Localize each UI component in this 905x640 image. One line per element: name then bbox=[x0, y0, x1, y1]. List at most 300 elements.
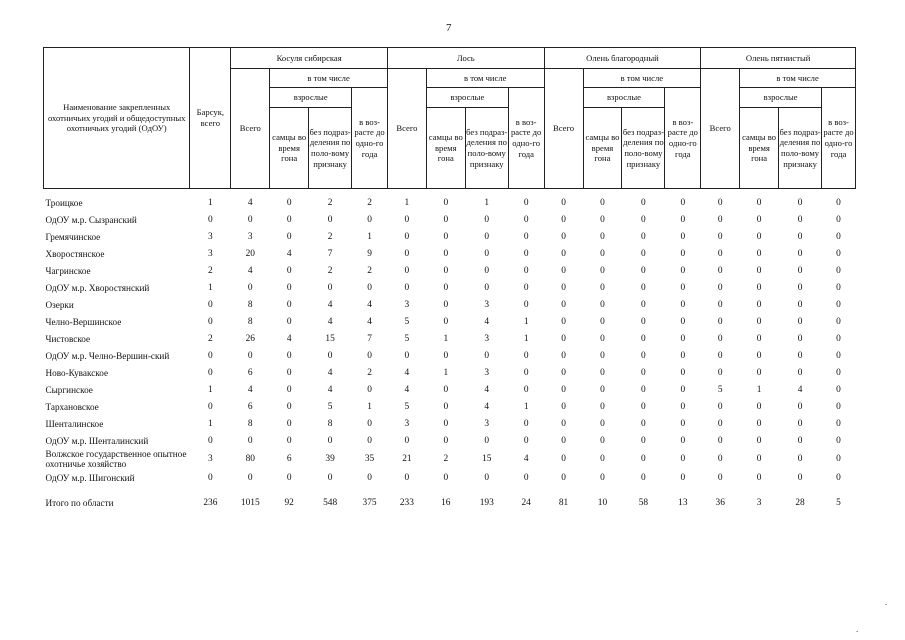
table-cell: 0 bbox=[600, 350, 605, 361]
young-header: в воз-расте до одно-го года bbox=[352, 88, 388, 189]
table-cell: 3 bbox=[484, 299, 490, 310]
table-cell: 0 bbox=[247, 350, 253, 361]
table-cell: 0 bbox=[756, 367, 762, 378]
table-cell: 0 bbox=[600, 333, 605, 344]
table-cell: 9 bbox=[367, 248, 372, 259]
table-cell: 0 bbox=[484, 214, 490, 225]
table-cell: 0 bbox=[561, 472, 566, 483]
table-cell: 0 bbox=[561, 299, 566, 310]
table-cell: 0 bbox=[717, 350, 723, 361]
table-cell: 0 bbox=[797, 350, 803, 361]
table-cell: 5 bbox=[404, 401, 410, 412]
table-cell: 3 bbox=[404, 299, 410, 310]
table-cell: 4 bbox=[367, 316, 372, 327]
table-cell: 0 bbox=[443, 418, 449, 429]
table-cell: 0 bbox=[756, 214, 762, 225]
table-cell: 0 bbox=[836, 350, 841, 361]
table-cell: 0 bbox=[756, 282, 762, 293]
table-cell: 0 bbox=[404, 472, 410, 483]
table-cell: 4 bbox=[286, 333, 292, 344]
males-header: самцы во время гона bbox=[583, 108, 622, 189]
table-cell: 0 bbox=[286, 384, 292, 395]
table-cell: 0 bbox=[641, 265, 646, 276]
table-cell: 1 bbox=[756, 384, 762, 395]
table-cell: 2 bbox=[327, 231, 333, 242]
table-cell: 10 bbox=[597, 497, 608, 508]
table-cell: 0 bbox=[641, 282, 646, 293]
table-cell: 0 bbox=[641, 299, 646, 310]
row-name: Тархановское bbox=[45, 401, 99, 412]
table-cell: 0 bbox=[600, 265, 605, 276]
adults-header: взрослые bbox=[740, 88, 822, 108]
table-cell: 0 bbox=[680, 299, 686, 310]
table-cell: 0 bbox=[443, 231, 449, 242]
table-cell: 0 bbox=[484, 265, 490, 276]
table-cell: 1 bbox=[367, 401, 372, 412]
table-cell: 21 bbox=[402, 454, 412, 464]
table-cell: 0 bbox=[561, 418, 566, 429]
table-cell: 1 bbox=[208, 418, 213, 429]
table-cell: 0 bbox=[641, 384, 646, 395]
table-cell: 0 bbox=[836, 401, 841, 412]
table-cell: 1 bbox=[208, 384, 213, 395]
table-cell: 233 bbox=[399, 497, 414, 508]
table-cell: 1 bbox=[523, 401, 529, 412]
table-cell: 0 bbox=[443, 265, 449, 276]
table-cell: 0 bbox=[523, 265, 529, 276]
scan-mark: . bbox=[885, 597, 888, 607]
table-cell: 0 bbox=[756, 197, 762, 208]
table-cell: 81 bbox=[558, 497, 569, 508]
table-cell: 0 bbox=[836, 316, 841, 327]
table-cell: 0 bbox=[561, 316, 566, 327]
table-cell: 0 bbox=[443, 472, 449, 483]
table-cell: 0 bbox=[717, 367, 723, 378]
table-cell: 0 bbox=[286, 299, 292, 310]
row-name: Чистовское bbox=[45, 333, 91, 344]
table-cell: 3 bbox=[208, 454, 213, 464]
table-cell: 0 bbox=[756, 435, 762, 446]
table-cell: 6 bbox=[247, 401, 253, 412]
table-cell: 0 bbox=[286, 197, 292, 208]
table-cell: 0 bbox=[756, 265, 762, 276]
table-cell: 0 bbox=[443, 435, 449, 446]
table-row bbox=[44, 364, 856, 381]
table-cell: 1 bbox=[443, 367, 449, 378]
table-cell: 0 bbox=[523, 248, 529, 259]
table-cell: 236 bbox=[203, 497, 218, 508]
table-cell: 0 bbox=[523, 418, 529, 429]
table-cell: 0 bbox=[208, 316, 213, 327]
table-cell: 0 bbox=[247, 214, 253, 225]
including-header: в том числе bbox=[426, 69, 544, 88]
table-cell: 1 bbox=[523, 316, 529, 327]
adults-header: взрослые bbox=[583, 88, 665, 108]
table-cell: 0 bbox=[561, 333, 566, 344]
table-cell: 0 bbox=[680, 197, 686, 208]
table-cell: 8 bbox=[247, 418, 253, 429]
table-cell: 0 bbox=[404, 265, 410, 276]
table-cell: 0 bbox=[797, 231, 803, 242]
row-name: Троицкое bbox=[45, 197, 83, 208]
table-cell: 0 bbox=[797, 454, 803, 464]
table-cell: 0 bbox=[484, 231, 490, 242]
table-cell: 0 bbox=[367, 282, 372, 293]
table-cell: 0 bbox=[641, 472, 646, 483]
table-cell: 0 bbox=[836, 299, 841, 310]
table-cell: 7 bbox=[327, 248, 333, 259]
table-cell: 0 bbox=[680, 248, 686, 259]
table-cell: 0 bbox=[367, 472, 372, 483]
table-cell: 0 bbox=[600, 316, 605, 327]
table-cell: 0 bbox=[327, 350, 333, 361]
table-cell: 0 bbox=[717, 472, 723, 483]
table-cell: 80 bbox=[245, 454, 255, 464]
table-cell: 0 bbox=[797, 333, 803, 344]
table-cell: 0 bbox=[756, 231, 762, 242]
table-cell: 0 bbox=[484, 248, 490, 259]
row-name: ОдОУ м.р. Челно-Вершин-ский bbox=[45, 350, 170, 361]
including-header: в том числе bbox=[740, 69, 856, 88]
table-cell: 0 bbox=[836, 282, 841, 293]
table-cell: 92 bbox=[284, 497, 294, 508]
table-cell: 2 bbox=[208, 333, 213, 344]
table-cell: 5 bbox=[836, 497, 841, 508]
table-cell: 0 bbox=[680, 367, 686, 378]
table-cell: 193 bbox=[479, 497, 494, 508]
table-cell: 4 bbox=[404, 367, 410, 378]
table-cell: 0 bbox=[756, 454, 762, 464]
species-header-roe-deer: Косуля сибирская bbox=[231, 48, 388, 69]
table-cell: 4 bbox=[484, 316, 490, 327]
table-cell: 0 bbox=[836, 435, 841, 446]
table-cell: 0 bbox=[717, 197, 723, 208]
total-header: Всего bbox=[231, 69, 270, 189]
table-row bbox=[44, 211, 856, 228]
page-number: 7 bbox=[446, 22, 452, 34]
table-cell: 0 bbox=[797, 418, 803, 429]
table-cell: 0 bbox=[443, 350, 449, 361]
table-cell: 0 bbox=[641, 401, 646, 412]
table-cell: 0 bbox=[523, 282, 529, 293]
table-cell: 0 bbox=[717, 248, 723, 259]
table-cell: 0 bbox=[443, 316, 449, 327]
table-cell: 13 bbox=[678, 497, 688, 508]
row-name: Гремячинское bbox=[45, 231, 101, 242]
table-cell: 28 bbox=[795, 497, 805, 508]
table-cell: 39 bbox=[325, 454, 335, 464]
table-cell: 1 bbox=[404, 197, 410, 208]
table-cell: 0 bbox=[208, 350, 213, 361]
table-cell: 0 bbox=[600, 248, 605, 259]
table-cell: 4 bbox=[797, 384, 803, 395]
table-cell: 26 bbox=[245, 333, 255, 344]
table-cell: 7 bbox=[367, 333, 372, 344]
table-cell: 0 bbox=[797, 316, 803, 327]
table-cell: 0 bbox=[756, 418, 762, 429]
table-cell: 3 bbox=[208, 231, 213, 242]
name-column-header: Наименование закрепленных охотничьих угодий и общедоступных охотничьих угодий (ОдОУ) bbox=[44, 48, 190, 189]
table-cell: 0 bbox=[327, 214, 333, 225]
table-cell: 0 bbox=[680, 435, 686, 446]
table-cell: 8 bbox=[327, 418, 333, 429]
table-cell: 0 bbox=[208, 435, 213, 446]
table-row bbox=[44, 381, 856, 398]
table-cell: 0 bbox=[286, 418, 292, 429]
table-row bbox=[44, 296, 856, 313]
table-cell: 3 bbox=[404, 418, 410, 429]
table-cell: 2 bbox=[367, 265, 372, 276]
males-header: самцы во время гона bbox=[426, 108, 465, 189]
table-cell: 0 bbox=[247, 282, 253, 293]
table-row bbox=[44, 469, 856, 486]
row-name: Шенталинское bbox=[45, 418, 104, 429]
table-cell: 0 bbox=[641, 418, 646, 429]
table-cell: 5 bbox=[327, 401, 333, 412]
table-cell: 3 bbox=[756, 497, 762, 508]
table-cell: 4 bbox=[247, 265, 253, 276]
table-cell: 0 bbox=[836, 265, 841, 276]
table-cell: 0 bbox=[523, 299, 529, 310]
row-name: Волжское государственное опытное охотничье хозяйство bbox=[45, 449, 187, 469]
young-header: в воз-расте до одно-го года bbox=[508, 88, 544, 189]
table-cell: 3 bbox=[484, 333, 490, 344]
table-cell: 0 bbox=[680, 350, 686, 361]
table-cell: 0 bbox=[680, 316, 686, 327]
table-cell: 0 bbox=[641, 350, 646, 361]
table-cell: 0 bbox=[286, 231, 292, 242]
table-cell: 0 bbox=[523, 367, 529, 378]
table-cell: 0 bbox=[680, 333, 686, 344]
table-row bbox=[44, 415, 856, 432]
table-cell: 0 bbox=[836, 231, 841, 242]
table-cell: 0 bbox=[680, 472, 686, 483]
table-row bbox=[44, 262, 856, 279]
table-cell: 0 bbox=[523, 231, 529, 242]
table-cell: 0 bbox=[797, 197, 803, 208]
young-header: в воз-расте до одно-го года bbox=[665, 88, 701, 189]
row-name: Сыргинское bbox=[45, 384, 93, 395]
table-cell: 0 bbox=[561, 384, 566, 395]
table-cell: 0 bbox=[443, 401, 449, 412]
table-cell: 0 bbox=[836, 248, 841, 259]
table-cell: 1 bbox=[443, 333, 449, 344]
table-cell: 0 bbox=[641, 367, 646, 378]
table-cell: 0 bbox=[797, 265, 803, 276]
table-cell: 0 bbox=[641, 435, 646, 446]
hunting-stats-table bbox=[43, 47, 856, 511]
table-cell: 0 bbox=[443, 214, 449, 225]
table-cell: 0 bbox=[523, 350, 529, 361]
table-cell: 0 bbox=[641, 454, 646, 464]
table-cell: 0 bbox=[756, 401, 762, 412]
table-cell: 0 bbox=[717, 316, 723, 327]
table-cell: 0 bbox=[327, 282, 333, 293]
table-cell: 4 bbox=[367, 299, 372, 310]
table-cell: 0 bbox=[484, 435, 490, 446]
table-cell: 5 bbox=[717, 384, 723, 395]
table-row bbox=[44, 245, 856, 262]
table-cell: 0 bbox=[600, 435, 605, 446]
table-row bbox=[44, 398, 856, 415]
table-cell: 4 bbox=[327, 316, 333, 327]
scan-mark: . bbox=[856, 624, 859, 634]
table-cell: 0 bbox=[404, 282, 410, 293]
table-cell: 0 bbox=[208, 299, 213, 310]
table-cell: 0 bbox=[680, 214, 686, 225]
table-cell: 0 bbox=[756, 248, 762, 259]
table-cell: 0 bbox=[600, 282, 605, 293]
badger-column-header: Барсук, всего bbox=[190, 48, 231, 189]
table-cell: 0 bbox=[208, 367, 213, 378]
table-cell: 2 bbox=[367, 197, 372, 208]
males-header: самцы во время гона bbox=[740, 108, 779, 189]
table-cell: 0 bbox=[680, 282, 686, 293]
table-row bbox=[44, 279, 856, 296]
table-cell: 2 bbox=[327, 265, 333, 276]
table-cell: 0 bbox=[836, 418, 841, 429]
table-cell: 4 bbox=[327, 384, 333, 395]
table-cell: 24 bbox=[521, 497, 531, 508]
row-name: Челно-Вершинское bbox=[45, 316, 122, 327]
table-cell: 0 bbox=[367, 350, 372, 361]
species-header-red-deer: Олень благородный bbox=[544, 48, 701, 69]
table-cell: 16 bbox=[441, 497, 451, 508]
table-cell: 0 bbox=[717, 333, 723, 344]
table-cell: 0 bbox=[561, 401, 566, 412]
table-cell: 0 bbox=[484, 282, 490, 293]
including-header: в том числе bbox=[583, 69, 701, 88]
table-cell: 0 bbox=[208, 472, 213, 483]
table-cell: 0 bbox=[756, 333, 762, 344]
row-name: Чагринское bbox=[45, 265, 91, 276]
table-cell: 1 bbox=[367, 231, 372, 242]
table-cell: 0 bbox=[797, 472, 803, 483]
table-cell: 0 bbox=[600, 384, 605, 395]
table-cell: 0 bbox=[443, 299, 449, 310]
table-cell: 5 bbox=[404, 333, 410, 344]
table-cell: 0 bbox=[404, 248, 410, 259]
table-cell: 0 bbox=[717, 401, 723, 412]
table-cell: 0 bbox=[367, 214, 372, 225]
undivided-header: без подраз-деления по поло-вому признаку bbox=[309, 108, 352, 189]
table-cell: 0 bbox=[717, 299, 723, 310]
table-cell: 0 bbox=[367, 384, 372, 395]
table-cell: 0 bbox=[443, 197, 449, 208]
table-cell: 0 bbox=[797, 282, 803, 293]
table-cell: 2 bbox=[208, 265, 213, 276]
table-cell: 1 bbox=[484, 197, 490, 208]
table-cell: 8 bbox=[247, 299, 253, 310]
table-cell: 58 bbox=[638, 497, 649, 508]
undivided-header: без подраз-деления по поло-вому признаку bbox=[465, 108, 508, 189]
species-header-sika-deer: Олень пятнистый bbox=[701, 48, 856, 69]
table-cell: 0 bbox=[600, 401, 605, 412]
table-cell: 0 bbox=[286, 350, 292, 361]
species-header-elk: Лось bbox=[387, 48, 544, 69]
table-cell: 0 bbox=[600, 472, 605, 483]
table-cell: 0 bbox=[717, 231, 723, 242]
table-cell: 0 bbox=[561, 454, 566, 464]
table-cell: 0 bbox=[208, 214, 213, 225]
table-cell: 0 bbox=[286, 214, 292, 225]
table-cell: 4 bbox=[523, 454, 529, 464]
table-cell: 0 bbox=[641, 248, 646, 259]
table-cell: 0 bbox=[600, 214, 605, 225]
table-cell: 548 bbox=[323, 497, 338, 508]
row-name: Ново-Кувакское bbox=[45, 367, 109, 378]
table-cell: 0 bbox=[523, 472, 529, 483]
table-cell: 4 bbox=[247, 197, 253, 208]
table-cell: 0 bbox=[247, 472, 253, 483]
including-header: в том числе bbox=[270, 69, 388, 88]
table-cell: 0 bbox=[836, 367, 841, 378]
table-cell: 0 bbox=[836, 214, 841, 225]
table-cell: 0 bbox=[523, 197, 529, 208]
table-cell: 0 bbox=[717, 214, 723, 225]
table-cell: 0 bbox=[523, 384, 529, 395]
table-cell: 0 bbox=[286, 282, 292, 293]
table-cell: 0 bbox=[367, 418, 372, 429]
table-cell: 35 bbox=[364, 454, 375, 464]
table-cell: 0 bbox=[756, 350, 762, 361]
table-cell: 0 bbox=[680, 454, 686, 464]
young-header: в воз-расте до одно-го года bbox=[822, 88, 856, 189]
adults-header: взрослые bbox=[270, 88, 352, 108]
table-cell: 0 bbox=[600, 231, 605, 242]
table-row bbox=[44, 449, 856, 469]
table-cell: 0 bbox=[286, 472, 292, 483]
row-name: ОдОУ м.р. Сызранский bbox=[45, 214, 137, 225]
table-cell: 0 bbox=[717, 265, 723, 276]
table-cell: 3 bbox=[484, 418, 490, 429]
table-cell: 0 bbox=[680, 265, 686, 276]
table-cell: 0 bbox=[484, 350, 490, 361]
table-cell: 0 bbox=[641, 197, 646, 208]
table-cell: 0 bbox=[443, 282, 449, 293]
table-cell: 0 bbox=[756, 316, 762, 327]
undivided-header: без подраз-деления по поло-вому признаку bbox=[779, 108, 822, 189]
table-cell: 0 bbox=[404, 350, 410, 361]
table-cell: 4 bbox=[286, 248, 292, 259]
table-row bbox=[44, 347, 856, 364]
table-row bbox=[44, 330, 856, 347]
table-cell: 0 bbox=[600, 454, 605, 464]
table-cell: 0 bbox=[286, 316, 292, 327]
table-cell: 1 bbox=[523, 333, 529, 344]
table-cell: 0 bbox=[717, 435, 723, 446]
table-cell: 0 bbox=[404, 435, 410, 446]
table-body bbox=[44, 189, 856, 512]
table-cell: 0 bbox=[561, 214, 566, 225]
table-cell: 4 bbox=[484, 401, 490, 412]
table-cell: 0 bbox=[836, 384, 841, 395]
table-cell: 20 bbox=[245, 248, 255, 259]
table-cell: 0 bbox=[523, 214, 529, 225]
table-cell: 4 bbox=[327, 299, 333, 310]
table-cell: 0 bbox=[717, 454, 723, 464]
total-header: Всего bbox=[387, 69, 426, 189]
table-cell: 0 bbox=[286, 367, 292, 378]
undivided-header: без подраз-деления по поло-вому признаку bbox=[622, 108, 665, 189]
table-row bbox=[44, 228, 856, 245]
table-cell: 0 bbox=[836, 333, 841, 344]
table-cell: 0 bbox=[561, 265, 566, 276]
table-cell: 0 bbox=[797, 401, 803, 412]
total-row bbox=[44, 494, 856, 511]
table-cell: 0 bbox=[484, 472, 490, 483]
table-cell: 4 bbox=[247, 384, 253, 395]
